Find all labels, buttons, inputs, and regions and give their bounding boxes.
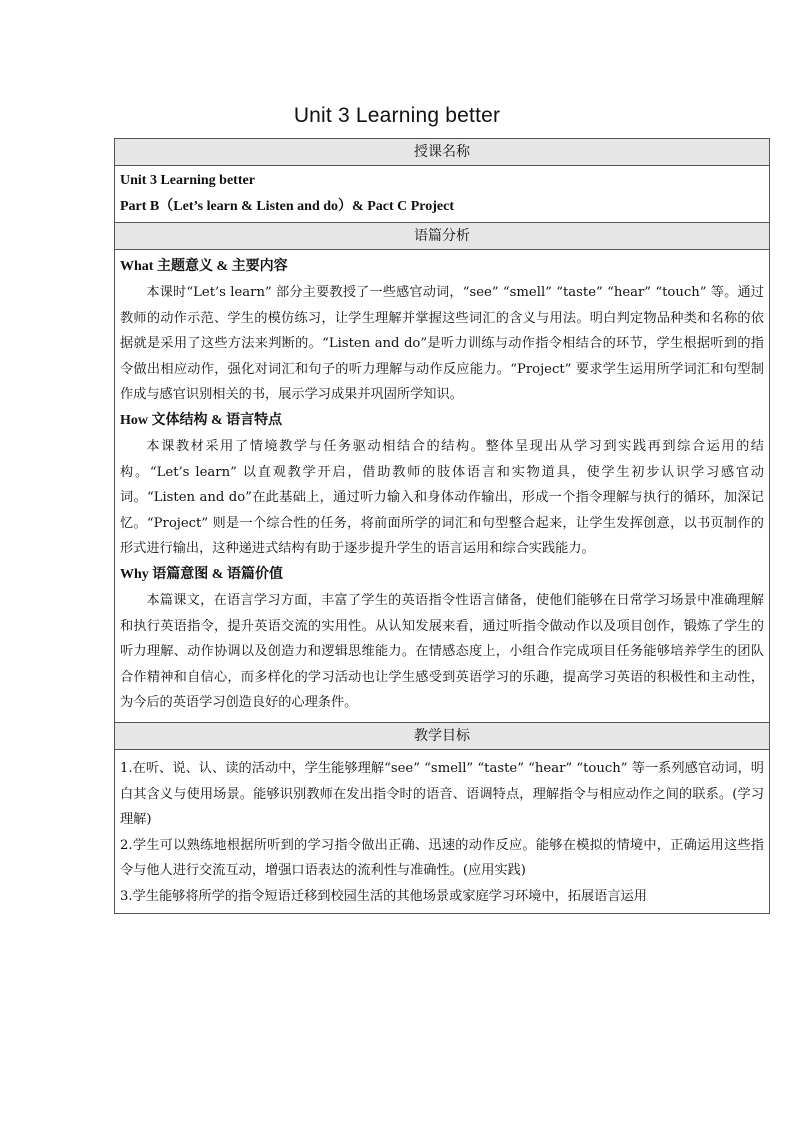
why-paragraph: 本篇课文，在语言学习方面，丰富了学生的英语指令性语言储备，使他们能够在日常学习场景中准确理解和执行英语指令，提升英语交流的实用性。从认知发展来看，通过听指令做动作以及项目创作，锻炼了学生的听力理解、动作协调以及创造力和逻辑思维能力。在情感态度上，小组合作完成项目任务能够培养学生的团队合作精神和自信心，而多样化的学习活动也让学生感受到英语学习的乐趣，提高学习英语的积极性和主动性，为今后的英语学习创造良好的心理条件。 bbox=[120, 592, 764, 711]
what-paragraph: 本课时“Let’s learn” 部分主要教授了一些感官动词，“see” “smell” “taste” “hear” “touch” 等。通过教师的动作示范、学生的模仿练习，让学生理解并掌握这些词汇的含义与用法。明白判定物品种类和名称的依据就是采用了这些方法来判断的。“Listen and do”是听力训练与动作指令相结合的环节，学生根据听到的指令做出相应动作，强化对词汇和句子的听力理解与动作反应能力。“Project” 要求学生运用所学词汇和句型制作成与感官识别相关的书，展示学习成果并巩固所学知识。 bbox=[120, 285, 764, 403]
goal-item-3: 3.学生能够将所学的指令短语迁移到校园生活的其他场景或家庭学习环境中，拓展语言运用 bbox=[120, 888, 647, 904]
goals-header: 教学目标 bbox=[115, 722, 770, 749]
course-name-header: 授课名称 bbox=[115, 139, 770, 166]
course-name-cell bbox=[115, 166, 770, 223]
how-heading: How 文体结构 & 语言特点 bbox=[120, 412, 283, 428]
course-part-line: Part B（Let’s learn & Listen and do）& Pact C Project bbox=[120, 199, 454, 214]
how-paragraph: 本课教材采用了情境教学与任务驱动相结合的结构。整体呈现出从学习到实践再到综合运用的结构。“Let’s learn” 以直观教学开启，借助教师的肢体语言和实物道具，使学生初步认识学习感官动词。“Listen and do”在此基础上，通过听力输入和身体动作输出，形成一个指令理解与执行的循环，加深记忆。“Project” 则是一个综合性的任务，将前面所学的词汇和句型整合起来，让学生发挥创意，以书页制作的形式进行输出，这种递进式结构有助于逐步提升学生的语言运用和综合实践能力。 bbox=[120, 438, 764, 557]
document-title: Unit 3 Learning better bbox=[293, 104, 501, 127]
lesson-plan-table bbox=[114, 138, 770, 914]
analysis-header: 语篇分析 bbox=[115, 223, 770, 250]
analysis-cell bbox=[115, 250, 770, 723]
why-heading: Why 语篇意图 & 语篇价值 bbox=[120, 566, 283, 582]
goals-cell bbox=[115, 749, 770, 914]
what-heading: What 主题意义 & 主要内容 bbox=[120, 259, 288, 274]
course-unit-line: Unit 3 Learning better bbox=[120, 173, 255, 188]
goal-item-2: 2.学生可以熟练地根据所听到的学习指令做出正确、迅速的动作反应。能够在模拟的情境中，正确运用这些指令与他人进行交流互动，增强口语表达的流利性与准确性。(应用实践) bbox=[120, 837, 764, 879]
goal-item-1: 1.在听、说、认、读的活动中，学生能够理解“see” “smell” “taste” “hear” “touch” 等一系列感官动词，明白其含义与使用场景。能够识别教师在发出指令时的语音、语调特点，理解指令与相应动作之间的联系。(学习理解) bbox=[120, 760, 764, 828]
